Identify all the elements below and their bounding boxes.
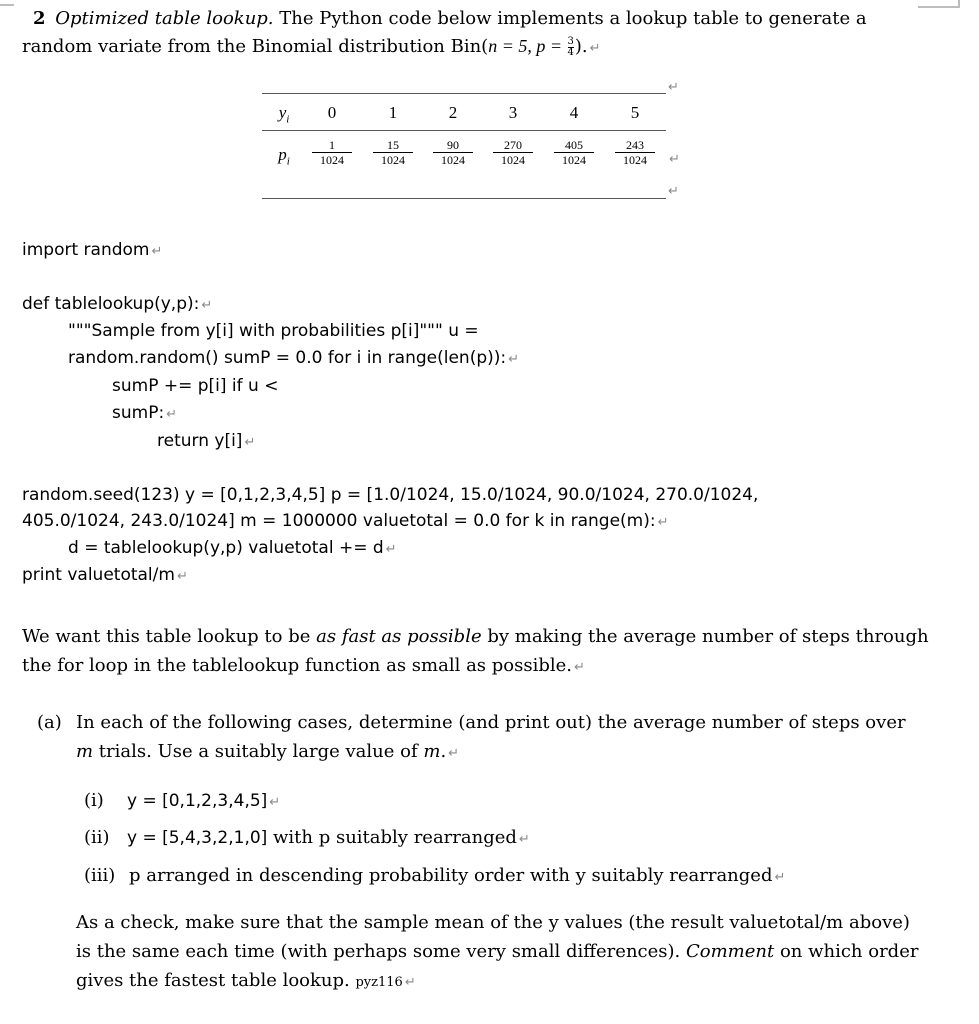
page-corner-right	[918, 0, 960, 8]
return-mark-icon: ↵	[589, 41, 601, 56]
code-line-1: import random ↵	[22, 240, 163, 260]
table-top-rule	[262, 93, 666, 94]
y-value-5: 5	[630, 103, 640, 122]
bin-params: n = 5, p =	[488, 36, 567, 56]
p-header: $p_i$	[278, 145, 290, 168]
return-mark-icon: ↵	[574, 660, 585, 675]
p-fraction-num: 3	[567, 35, 574, 47]
return-mark-icon: ↵	[668, 80, 679, 95]
problem-code: pyz116	[355, 975, 403, 990]
probability-table	[262, 93, 666, 203]
distribution-text: random variate from the Binomial distribution Bin(	[22, 36, 489, 57]
code-line-10: d = tablelookup(y,p) valuetotal += d ↵	[68, 538, 397, 558]
code-line-7: return y[i] ↵	[157, 431, 256, 451]
return-mark-icon: ↵	[151, 244, 163, 259]
y-value-0: 0	[327, 103, 337, 122]
p-num-2: 90	[447, 138, 459, 152]
return-mark-icon: ↵	[269, 795, 281, 810]
p-fraction-den: 4	[567, 46, 574, 58]
paragraph-line-1: We want this table lookup to be as fast as possible by making the average number of steps through	[22, 626, 929, 647]
code-line-5: sumP += p[i] if u <	[112, 376, 279, 396]
table-bottom-rule	[262, 198, 666, 199]
p-num-3: 270	[504, 138, 522, 152]
y-value-3: 3	[508, 103, 518, 122]
case-i-label: (i)	[84, 790, 104, 811]
y-value-4: 4	[569, 103, 579, 122]
close-paren: ).	[574, 36, 588, 57]
p-value-0	[312, 139, 352, 167]
check-line-3: gives the fastest table lookup. pyz116 ↵	[76, 970, 416, 991]
part-a-label: (a)	[37, 712, 62, 733]
p-den-2: 1024	[433, 152, 473, 167]
code-line-3: """Sample from y[i] with probabilities p[i]""" u =	[68, 321, 479, 341]
p-value-1	[373, 139, 413, 167]
p-num-1: 15	[387, 138, 399, 152]
problem-number: 2	[33, 8, 46, 29]
code-line-2: def tablelookup(y,p): ↵	[22, 294, 213, 314]
y-header: $y_i$	[278, 103, 290, 126]
p-den-1: 1024	[373, 152, 413, 167]
y-value-2: 2	[448, 103, 458, 122]
return-mark-icon: ↵	[508, 352, 520, 367]
page-corner-left	[0, 0, 14, 6]
check-line-1: As a check, make sure that the sample mean of the y values (the result valuetotal/m above)	[76, 912, 910, 933]
return-mark-icon: ↵	[669, 152, 680, 167]
return-mark-icon: ↵	[518, 832, 530, 847]
y-value-1: 1	[388, 103, 398, 122]
problem-intro: The Python code below implements a lookup table to generate a	[273, 8, 867, 29]
case-i-text: y = [0,1,2,3,4,5] ↵	[127, 791, 281, 811]
part-a-line-2: m trials. Use a suitably large value of m. ↵	[76, 741, 460, 762]
case-iii-text: p arranged in descending probability order with y suitably rearranged ↵	[129, 865, 786, 886]
code-line-8: random.seed(123) y = [0,1,2,3,4,5] p = [1.0/1024, 15.0/1024, 90.0/1024, 270.0/1024,	[22, 485, 759, 505]
paragraph-line-2: the for loop in the tablelookup function as small as possible. ↵	[22, 655, 585, 676]
p-num-5: 243	[626, 138, 644, 152]
part-a-line-1: In each of the following cases, determine (and print out) the average number of steps over	[76, 712, 906, 733]
case-ii-text: y = [5,4,3,2,1,0] with p suitably rearranged ↵	[127, 827, 530, 848]
code-line-11: print valuetotal/m ↵	[22, 565, 188, 585]
case-ii-label: (ii)	[84, 827, 110, 848]
problem-title: Optimized table lookup.	[55, 8, 274, 29]
problem-intro-line2	[22, 36, 601, 58]
return-mark-icon: ↵	[774, 870, 786, 885]
case-iii-label: (iii)	[84, 865, 116, 886]
code-line-9: 405.0/1024, 243.0/1024] m = 1000000 valuetotal = 0.0 for k in range(m): ↵	[22, 511, 669, 531]
return-mark-icon: ↵	[201, 298, 213, 313]
code-line-4: random.random() sumP = 0.0 for i in range(len(p)): ↵	[68, 348, 520, 368]
return-mark-icon: ↵	[404, 975, 416, 990]
p-den-4: 1024	[554, 152, 594, 167]
p-num-4: 405	[565, 138, 583, 152]
table-mid-rule	[262, 130, 666, 131]
check-line-2: is the same each time (with perhaps some very small differences). Comment on which order	[76, 941, 919, 962]
return-mark-icon: ↵	[244, 435, 256, 450]
p-den-5: 1024	[615, 152, 655, 167]
code-line-6: sumP: ↵	[112, 403, 178, 423]
p-den-3: 1024	[493, 152, 533, 167]
p-value-4	[554, 139, 594, 167]
return-mark-icon: ↵	[176, 569, 188, 584]
p-value-5	[615, 139, 655, 167]
p-value-3	[493, 139, 533, 167]
return-mark-icon: ↵	[668, 184, 679, 199]
p-den-0: 1024	[312, 152, 352, 167]
problem-title-line	[33, 8, 867, 29]
p-value-2	[433, 139, 473, 167]
return-mark-icon: ↵	[166, 407, 178, 422]
return-mark-icon: ↵	[385, 542, 397, 557]
p-num-0: 1	[329, 138, 335, 152]
p-fraction	[568, 37, 574, 58]
return-mark-icon: ↵	[448, 746, 460, 761]
return-mark-icon: ↵	[657, 515, 669, 530]
